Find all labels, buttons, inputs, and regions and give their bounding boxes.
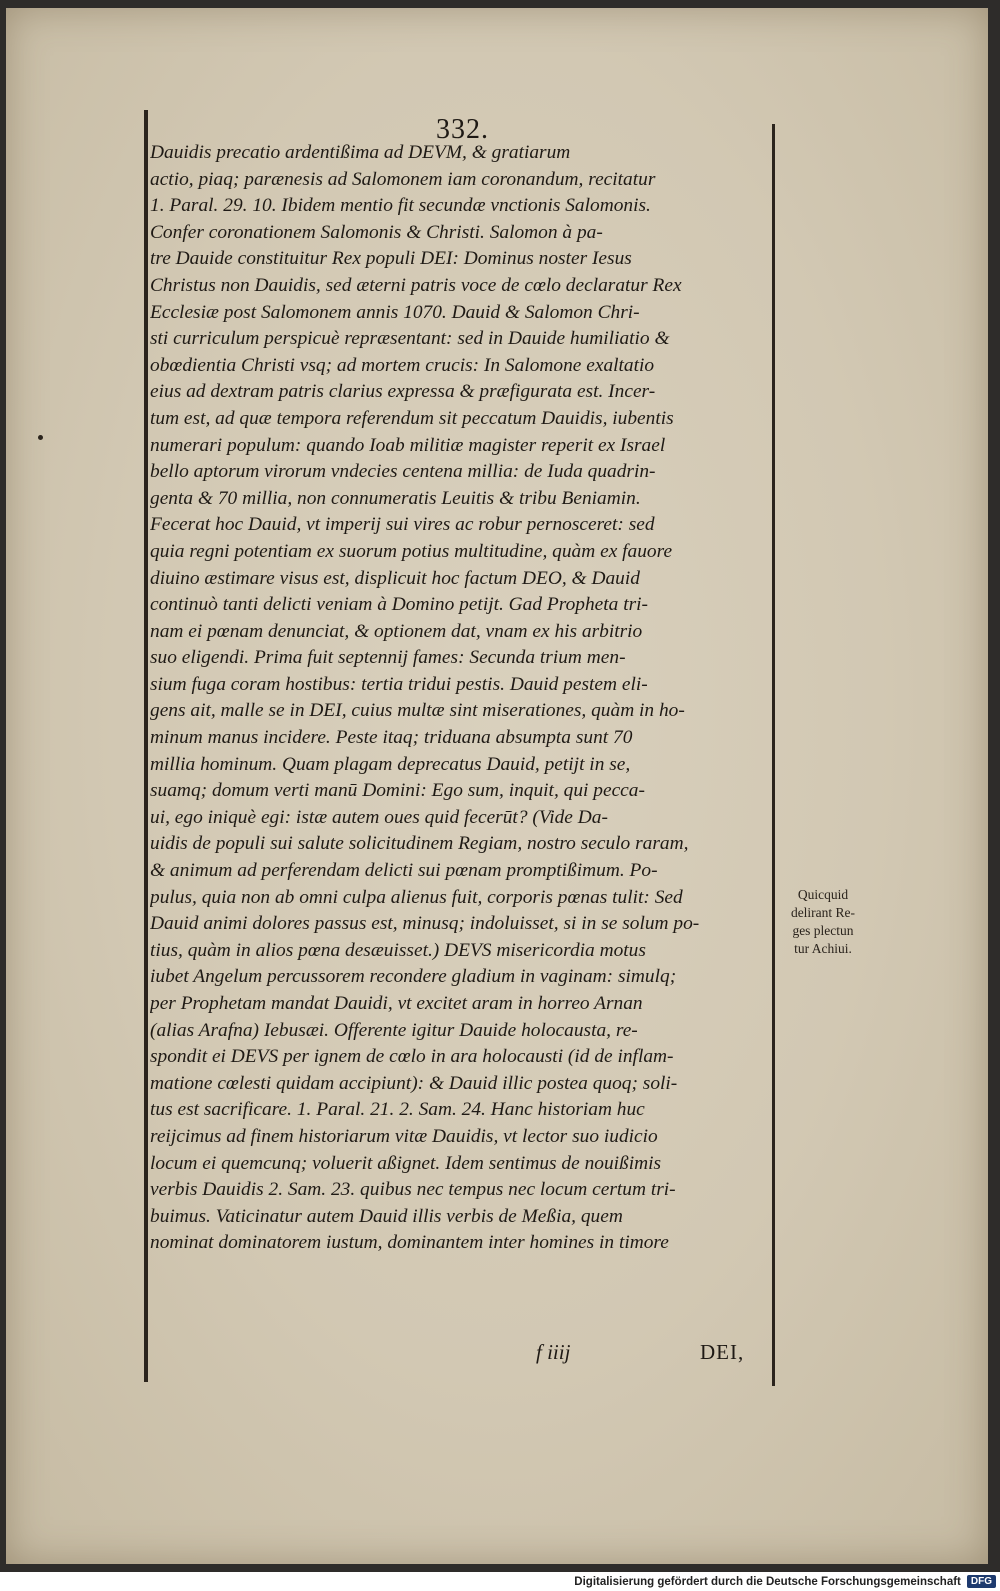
text-line: numerari populum: quando Ioab militiæ magister reperit ex Israel [150, 434, 666, 456]
text-line: locum ei quemcunq; voluerit aßignet. Idem sentimus de nouißimis [150, 1152, 662, 1174]
footer-bar [0, 1572, 1000, 1591]
text-line: Ecclesiæ post Salomonem annis 1070. Dauid & Salomon Chri- [150, 301, 640, 323]
text-line: matione cœlesti quidam accipiunt): & Dauid illic postea quoq; soli- [150, 1072, 678, 1094]
text-line: eius ad dextram patris clarius expressa & præfigurata est. Incer- [150, 381, 656, 403]
text-line: verbis Dauidis 2. Sam. 23. quibus nec tempus nec locum certum tri- [150, 1179, 676, 1201]
text-line: tus est sacrificare. 1. Paral. 21. 2. Sam. 24. Hanc historiam huc [150, 1099, 645, 1121]
text-line: nominat dominatorem iustum, dominantem inter homines in timore [150, 1232, 669, 1254]
text-line: spondit ei DEVS per ignem de cœlo in ara holocausti (id de inflam- [150, 1046, 674, 1068]
text-line: obœdientia Christi vsq; ad mortem crucis: In Salomone exaltatio [150, 354, 655, 376]
text-line: 1. Paral. 29. 10. Ibidem mentio fit secundæ vnctionis Salomonis. [150, 195, 651, 217]
text-line: Confer coronationem Salomonis & Christi. Salomon à pa- [150, 221, 603, 243]
text-line: reijcimus ad finem historiarum vitæ Dauidis, vt lector suo iudicio [150, 1125, 658, 1147]
text-line: minum manus incidere. Peste itaq; triduana absumpta sunt 70 [150, 727, 633, 749]
text-line: Christus non Dauidis, sed æterni patris voce de cœlo declaratur Rex [150, 274, 682, 296]
text-line: iubet Angelum percussorem recondere gladium in vaginam: simulq; [150, 966, 677, 988]
text-line: sti curriculum perspicuè repræsentant: sed in Dauide humiliatio & [150, 328, 670, 350]
text-line: nam ei pœnam denunciat, & optionem dat, vnam ex his arbitrio [150, 620, 643, 642]
marginal-note-line: delirant Re- [790, 905, 856, 920]
left-margin-rule [144, 110, 148, 1382]
text-line: sium fuga coram hostibus: tertia tridui pestis. Dauid pestem eli- [150, 673, 648, 695]
ink-speck [38, 435, 43, 440]
text-line: genta & 70 millia, non connumeratis Leuitis & tribu Beniamin. [150, 487, 641, 509]
text-line: ui, ego iniquè egi: istæ autem oues quid fecerūt? (Vide Da- [150, 806, 608, 828]
text-line: Dauidis precatio ardentißima ad DEVM, & gratiarum [150, 142, 571, 163]
text-line: tre Dauide constituitur Rex populi DEI: Dominus noster Iesus [150, 248, 632, 270]
text-line: Dauid animi dolores passus est, minusq; indoluisset, si in se solum po- [150, 913, 700, 935]
text-line: quia regni potentiam ex suorum potius multitudine, quàm ex fauore [150, 540, 673, 562]
marginal-note-line: Quicquid [797, 887, 849, 902]
text-line: suo eligendi. Prima fuit septennij fames: Secunda trium men- [150, 647, 626, 669]
text-line: (alias Arafna) Iebusæi. Offerente igitur Dauide holocausta, re- [150, 1019, 638, 1041]
text-line: diuino æstimare visus est, displicuit hoc factum DEO, & Dauid [150, 567, 640, 589]
main-text-block [150, 140, 772, 1257]
text-line: suamq; domum verti manū Domini: Ego sum, inquit, qui pecca- [150, 780, 645, 802]
page-number: 332. [436, 114, 489, 145]
catchword: DEI, [700, 1340, 745, 1364]
text-line: tius, quàm in alios pœna desæuisset.) DEVS misericordia motus [150, 939, 646, 961]
text-line: buimus. Vaticinatur autem Dauid illis verbis de Meßia, quem [150, 1205, 623, 1227]
text-line: continuò tanti delicti veniam à Domino petijt. Gad Propheta tri- [150, 594, 648, 616]
text-line: millia hominum. Quam plagam deprecatus Dauid, petijt in se, [150, 753, 631, 775]
right-margin-rule [772, 124, 775, 1386]
marginal-note-line: tur Achiui. [794, 941, 852, 956]
text-line: tum est, ad quæ tempora referendum sit peccatum Dauidis, iubentis [150, 407, 674, 429]
dfg-logo: DFG [967, 1575, 996, 1588]
text-line: Fecerat hoc Dauid, vt imperij sui vires ac robur pernosceret: sed [150, 514, 655, 536]
signature-mark: f iiij [536, 1340, 571, 1364]
text-line: & animum ad perferendam delicti sui pœnam promptißimum. Po- [150, 860, 658, 882]
marginal-note [778, 886, 868, 958]
marginal-note-line: ges plectun [792, 923, 854, 938]
text-line: per Prophetam mandat Dauidi, vt excitet aram in horreo Arnan [150, 993, 643, 1014]
footer-credit: Digitalisierung gefördert durch die Deutsche Forschungsgemeinschaft [574, 1575, 961, 1588]
text-line: pulus, quia non ab omni culpa alienus fuit, corporis pœnas tulit: Sed [150, 886, 683, 908]
text-line: bello aptorum virorum vndecies centena millia: de Iuda quadrin- [150, 461, 656, 483]
text-line: uidis de populi sui salute solicitudinem Regiam, nostro seculo raram, [150, 833, 689, 855]
text-line: gens ait, malle se in DEI, cuius multæ sint miserationes, quàm in ho- [150, 700, 685, 722]
text-line: actio, piaq; parænesis ad Salomonem iam coronandum, recitatur [150, 168, 656, 190]
